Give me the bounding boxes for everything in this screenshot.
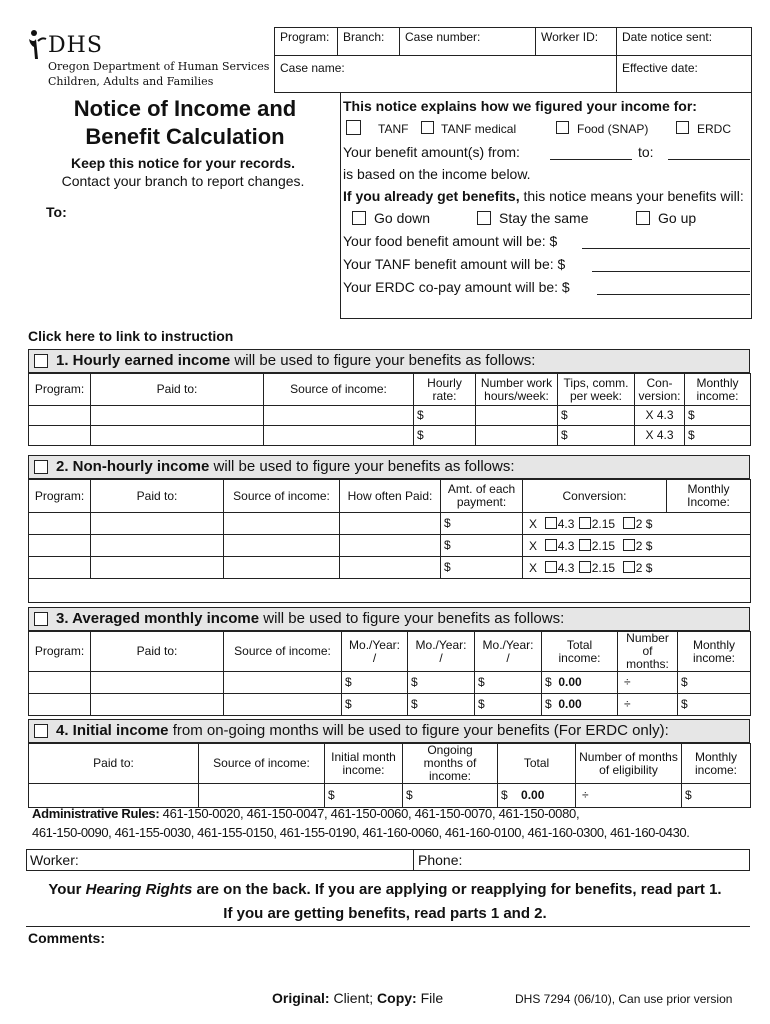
sec4-header-source: Source of income: [199, 744, 325, 784]
sec3-header-total: Total income: [542, 632, 618, 672]
effective-date-field[interactable]: Effective date: [622, 61, 698, 75]
sec1-program-cell[interactable] [29, 406, 91, 426]
erdc-checkbox[interactable] [676, 121, 689, 134]
sec4-source-cell[interactable] [199, 784, 325, 808]
sec2-header-how-often: How often Paid: [340, 480, 441, 513]
sec1-monthly-cell[interactable]: $ [685, 426, 751, 446]
sec3-month2-cell[interactable]: $ [408, 694, 475, 716]
table-row [29, 579, 751, 603]
tanf-checkbox[interactable] [346, 120, 361, 135]
sec2-table [28, 479, 751, 603]
sec1-paid-to-cell[interactable] [91, 426, 264, 446]
table-row [29, 694, 751, 716]
sec4-months-cell[interactable]: ÷ [576, 784, 682, 808]
conv-2-checkbox[interactable] [623, 561, 635, 573]
sec3-monthly-cell[interactable]: $ [678, 672, 751, 694]
sec3-paid-to-cell[interactable] [91, 672, 224, 694]
sec2-program-cell[interactable] [29, 513, 91, 535]
case-number-field[interactable]: Case number: [405, 30, 481, 44]
stay-same-checkbox[interactable] [477, 211, 491, 225]
sec2-header-program: Program: [29, 480, 91, 513]
sec3-header-monthly: Monthly income: [678, 632, 751, 672]
sec3-program-cell[interactable] [29, 672, 91, 694]
food-amount-label: Your food benefit amount will be: $ [343, 233, 558, 249]
sec3-header-moyear-2: Mo./Year: / [408, 632, 475, 672]
sec1-paid-to-cell[interactable] [91, 406, 264, 426]
sec1-source-cell[interactable] [264, 406, 414, 426]
worker-phone-box [26, 849, 750, 871]
sec3-monthly-cell[interactable]: $ [678, 694, 751, 716]
comments-area[interactable] [28, 948, 750, 982]
stay-same-label: Stay the same [499, 210, 589, 226]
sec1-header-program: Program: [29, 374, 91, 406]
table-row [29, 535, 751, 557]
from-date-field[interactable] [550, 158, 632, 160]
table-row [29, 784, 751, 808]
sec1-title: 1. Hourly earned income will be used to figure your benefits as follows: [56, 352, 536, 369]
amounts-from-label: Your benefit amount(s) from: [343, 144, 520, 160]
sec2-amount-cell[interactable]: $ [441, 513, 523, 535]
sec2-paid-to-cell[interactable] [91, 513, 224, 535]
conv-4-3-checkbox[interactable] [545, 539, 557, 551]
sec1-tips-cell[interactable]: $ [558, 426, 635, 446]
go-down-label: Go down [374, 210, 431, 226]
worker-id-field[interactable]: Worker ID: [541, 30, 599, 44]
sec3-months-cell[interactable]: ÷ [618, 672, 678, 694]
page-title-line2: Benefit Calculation [85, 124, 285, 149]
sec4-header-ongoing: Ongoing months of income: [403, 744, 498, 784]
sec1-checkbox[interactable] [34, 354, 48, 368]
sec3-title: 3. Averaged monthly income will be used to figure your benefits as follows: [56, 610, 565, 627]
sec3-table [28, 631, 751, 716]
sec1-source-cell[interactable] [264, 426, 414, 446]
sec3-header-paid-to: Paid to: [91, 632, 224, 672]
go-up-checkbox[interactable] [636, 211, 650, 225]
sec2-checkbox[interactable] [34, 460, 48, 474]
sec4-header-months: Number of months of eligibility [576, 744, 682, 784]
sec2-title: 2. Non-hourly income will be used to figure your benefits as follows: [56, 458, 515, 475]
sec3-paid-to-cell[interactable] [91, 694, 224, 716]
sec2-conversion-cell[interactable]: X 4.3 2.15 2 $ [523, 557, 751, 579]
dhs-logo [26, 27, 276, 92]
sec4-paid-to-cell[interactable] [29, 784, 199, 808]
sec3-source-cell[interactable] [224, 672, 342, 694]
sec1-tips-cell[interactable]: $ [558, 406, 635, 426]
logo-brand: DHS [48, 33, 103, 58]
sec1-header-monthly: Monthly income: [685, 374, 751, 406]
sec1-header-hours: Number work hours/week: [476, 374, 558, 406]
sec2-amount-cell[interactable]: $ [441, 535, 523, 557]
sec3-total-cell[interactable]: $ 0.00 [542, 694, 618, 716]
sec2-how-often-cell[interactable] [340, 557, 441, 579]
administrative-rules: Administrative Rules: 461-150-0020, 461-150-0047, 461-150-0060, 461-150-0070, 461-150-0080, [32, 806, 580, 821]
sec1-monthly-cell[interactable]: $ [685, 406, 751, 426]
sec3-header-source: Source of income: [224, 632, 342, 672]
sec4-title: 4. Initial income from on-going months will be used to figure your benefits (For ERDC only): [56, 722, 669, 739]
sec4-table [28, 743, 751, 808]
distribution-note: Original: Client; Copy: File [272, 990, 444, 1006]
already-get-benefits-text: If you already get benefits, this notice means your benefits will: [343, 188, 744, 204]
sec1-conv-cell: X 4.3 [635, 406, 685, 426]
sec2-program-cell[interactable] [29, 557, 91, 579]
sec4-header-paid-to: Paid to: [29, 744, 199, 784]
sec2-conversion-cell[interactable]: X 4.3 2.15 2 $ [523, 535, 751, 557]
go-up-label: Go up [658, 210, 697, 226]
sec3-month1-cell[interactable]: $ [342, 672, 408, 694]
table-row [29, 672, 751, 694]
sec4-header-monthly: Monthly income: [682, 744, 751, 784]
tanf-label: TANF [378, 122, 409, 136]
program-field[interactable]: Program: [280, 30, 330, 44]
erdc-amount-field[interactable] [597, 293, 750, 295]
sec4-checkbox[interactable] [34, 724, 48, 738]
sec3-month3-cell[interactable]: $ [475, 672, 542, 694]
hearing-rights-line2: If you are getting benefits, read parts 1 and 2. [223, 905, 547, 922]
erdc-amount-label: Your ERDC co-pay amount will be: $ [343, 279, 570, 295]
sec2-program-cell[interactable] [29, 535, 91, 557]
sec2-amount-cell[interactable]: $ [441, 557, 523, 579]
administrative-rules-cont: 461-150-0090, 461-155-0030, 461-155-0150, 461-155-0190, 461-160-0060, 461-160-0100, 461-160-0300, 461-160-0430. [32, 825, 690, 840]
keep-notice-text: Keep this notice for your records. [70, 155, 296, 171]
go-down-checkbox[interactable] [352, 211, 366, 225]
sec1-hours-cell[interactable] [476, 426, 558, 446]
conv-4-3-checkbox[interactable] [545, 517, 557, 529]
sec4-monthly-cell[interactable]: $ [682, 784, 751, 808]
sec2-header-conversion: Conversion: [523, 480, 667, 513]
sec1-header-hourly-rate: Hourly rate: [414, 374, 476, 406]
sec1-hours-cell[interactable] [476, 406, 558, 426]
sec3-month2-cell[interactable]: $ [408, 672, 475, 694]
sec2-header-monthly: Monthly Income: [667, 480, 751, 513]
sec1-rate-cell[interactable]: $ [414, 426, 476, 446]
table-row [29, 406, 751, 426]
sec3-program-cell[interactable] [29, 694, 91, 716]
phone-field[interactable]: Phone: [418, 852, 463, 868]
sec2-source-cell[interactable] [224, 513, 340, 535]
sec4-header-total: Total [498, 744, 576, 784]
food-amount-field[interactable] [582, 247, 750, 249]
to-label: To: [46, 204, 67, 220]
erdc-label: ERDC [697, 122, 732, 136]
sec3-header-months: Number of months: [618, 632, 678, 672]
sec1-header-conversion: Con-version: [635, 374, 685, 406]
sec2-source-cell[interactable] [224, 557, 340, 579]
sec2-conversion-cell[interactable]: X 4.3 2.15 2 $ [523, 513, 751, 535]
form-id: DHS 7294 (06/10), Can use prior version [515, 992, 733, 1006]
page-title-line1: Notice of Income and [73, 96, 297, 121]
sec2-header-amount: Amt. of each payment: [441, 480, 523, 513]
sec3-month3-cell[interactable]: $ [475, 694, 542, 716]
sec3-months-cell[interactable]: ÷ [618, 694, 678, 716]
sec2-spacer-row [29, 579, 751, 603]
conv-2-15-checkbox[interactable] [579, 561, 591, 573]
sec3-total-cell[interactable]: $ 0.00 [542, 672, 618, 694]
tanf-medical-label: TANF medical [441, 122, 517, 136]
sec3-checkbox[interactable] [34, 612, 48, 626]
sec1-header-tips: Tips, comm. per week: [558, 374, 635, 406]
sec3-source-cell[interactable] [224, 694, 342, 716]
table-row [29, 426, 751, 446]
food-snap-label: Food (SNAP) [577, 122, 649, 136]
conv-2-checkbox[interactable] [623, 539, 635, 551]
sec1-program-cell[interactable] [29, 426, 91, 446]
sec2-how-often-cell[interactable] [340, 535, 441, 557]
conv-2-15-checkbox[interactable] [579, 539, 591, 551]
conv-2-checkbox[interactable] [623, 517, 635, 529]
sec2-paid-to-cell[interactable] [91, 557, 224, 579]
conv-4-3-checkbox[interactable] [545, 561, 557, 573]
sec4-ongoing-cell[interactable]: $ [403, 784, 498, 808]
logo-division: Children, Adults and Families [48, 75, 214, 88]
conv-2-15-checkbox[interactable] [579, 517, 591, 529]
branch-field[interactable]: Branch: [343, 30, 385, 44]
dhs-figure-icon [26, 29, 48, 61]
sec3-header-moyear-3: Mo./Year: / [475, 632, 542, 672]
instruction-link[interactable]: Click here to link to instruction [28, 328, 234, 344]
tanf-medical-checkbox[interactable] [421, 121, 434, 134]
sec1-table [28, 373, 751, 446]
sec2-how-often-cell[interactable] [340, 513, 441, 535]
sec1-header-source: Source of income: [264, 374, 414, 406]
tanf-amount-field[interactable] [592, 270, 750, 272]
case-name-field[interactable]: Case name: [280, 61, 345, 75]
sec2-source-cell[interactable] [224, 535, 340, 557]
comments-label: Comments: [28, 930, 106, 946]
date-notice-sent-field[interactable]: Date notice sent: [622, 30, 713, 44]
tanf-amount-label: Your TANF benefit amount will be: $ [343, 256, 566, 272]
sec4-total-cell[interactable]: $ 0.00 [498, 784, 576, 808]
sec2-header-paid-to: Paid to: [91, 480, 224, 513]
sec3-month1-cell[interactable]: $ [342, 694, 408, 716]
to-date-field[interactable] [668, 158, 750, 160]
sec1-header-paid-to: Paid to: [91, 374, 264, 406]
contact-branch-text: Contact your branch to report changes. [61, 173, 305, 189]
table-row [29, 513, 751, 535]
amounts-to-label: to: [638, 144, 654, 160]
food-snap-checkbox[interactable] [556, 121, 569, 134]
sec2-paid-to-cell[interactable] [91, 535, 224, 557]
sec4-header-initial: Initial month income: [325, 744, 403, 784]
sec2-header-source: Source of income: [224, 480, 340, 513]
sec4-initial-cell[interactable]: $ [325, 784, 403, 808]
sec1-rate-cell[interactable]: $ [414, 406, 476, 426]
sec3-header-moyear-1: Mo./Year: / [342, 632, 408, 672]
logo-agency: Oregon Department of Human Services [48, 60, 270, 73]
hearing-rights-line1: Your Hearing Rights are on the back. If you are applying or reapplying for benefits, read part 1. [48, 881, 722, 898]
table-row [29, 557, 751, 579]
sec1-conv-cell: X 4.3 [635, 426, 685, 446]
notice-heading: This notice explains how we figured your income for: [343, 98, 697, 114]
sec3-header-program: Program: [29, 632, 91, 672]
worker-field[interactable]: Worker: [30, 852, 79, 868]
based-on-text: is based on the income below. [343, 166, 531, 182]
